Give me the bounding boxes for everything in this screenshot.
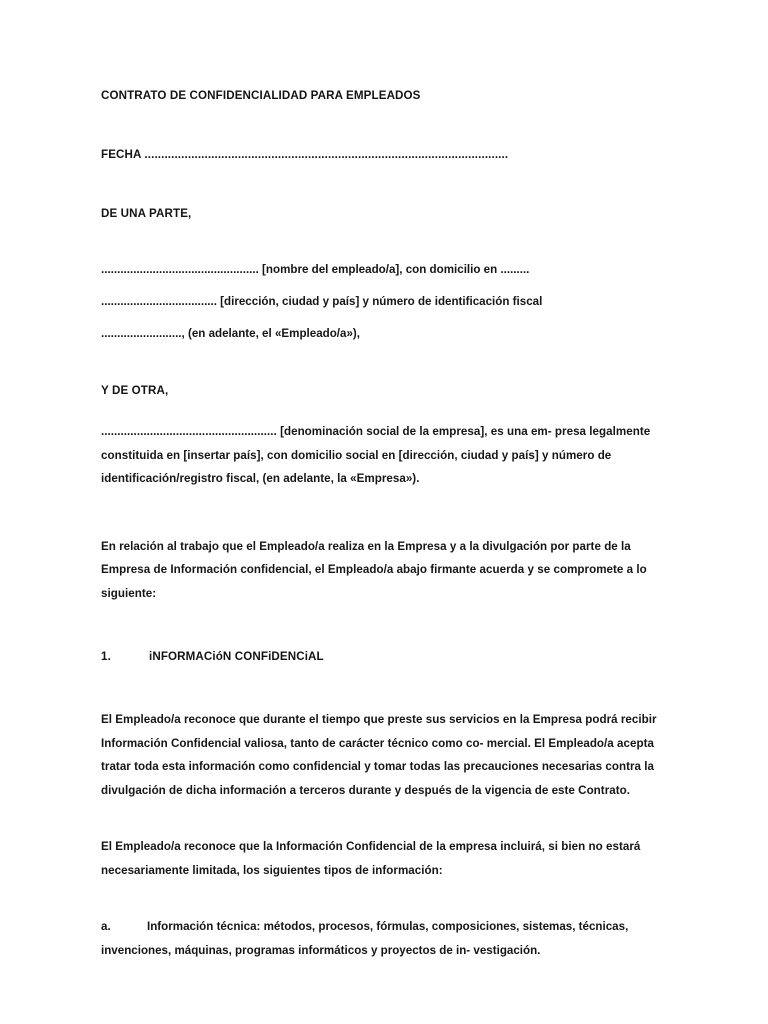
spacer [101, 491, 673, 535]
party-one-heading: DE UNA PARTE, [101, 207, 192, 220]
section-1-number: 1. [101, 650, 111, 663]
party-two-heading: Y DE OTRA, [101, 384, 169, 397]
section-1-item-a-text: Información técnica: métodos, procesos, fórmulas, composiciones, sistemas, técnicas, invenciones, máquinas, programas informáticos y proyectos de in- vestigación. [101, 920, 629, 957]
spacer [101, 664, 673, 708]
date-field-dots: ............................................................................................................. [141, 148, 509, 161]
spacer [101, 350, 673, 383]
section-1-heading [101, 649, 673, 664]
section-1-title: iNFORMACióN CONFiDENCiAL [149, 650, 324, 663]
spacer [101, 398, 673, 420]
date-field-row [101, 147, 673, 162]
party-one-line-3: ........................., (en adelante, el «Empleado/a»), [101, 327, 361, 340]
spacer [101, 882, 673, 915]
section-1-paragraph-2: El Empleado/a reconoce que la Información Confidencial de la empresa incluirá, si bien no estará necesariamente limitada, los siguientes tipos de información: [101, 840, 641, 877]
spacer [101, 103, 673, 147]
document-title: CONTRATO DE CONFIDENCIALIDAD PARA EMPLEADOS [101, 89, 421, 102]
party-one-line-2: .................................... [dirección, ciudad y país] y número de identificación fiscal [101, 295, 543, 308]
spacer [101, 162, 673, 206]
party-one-line-1: ................................................. [nombre del empleado/a], con domicilio en ......... [101, 263, 530, 276]
spacer [101, 605, 673, 649]
date-field-label: FECHA [101, 148, 142, 161]
section-1-item-a-marker: a. [101, 920, 111, 933]
document-body [101, 88, 673, 962]
party-one-lines [101, 254, 673, 350]
preamble-paragraph: En relación al trabajo que el Empleado/a realiza en la Empresa y a la divulgación por parte de la Empresa de Información confidencial, el Empleado/a abajo firmante acuerda y se compromete a lo siguiente: [101, 539, 647, 600]
party-two-paragraph: ...................................................... [denominación social de la empresa], es una em- presa legalmente constituida en [insertar país], con domicilio social en [dirección, ciudad y país] y número de identificación/registro fiscal, (en adelante, la «Empresa»). [101, 425, 651, 485]
spacer [101, 802, 673, 835]
spacer [101, 221, 673, 254]
section-1-item-a [101, 915, 673, 962]
section-1-paragraph-1: El Empleado/a reconoce que durante el tiempo que preste sus servicios en la Empresa podrá recibir Información Confidencial valiosa, tanto de carácter técnico como co- mercial. El Empleado/a acepta tratar toda esta información como confidencial y tomar todas las precauciones necesarias contra la divulgación de dicha información a terceros durante y después de la vigencia de este Contrato. [101, 713, 657, 797]
